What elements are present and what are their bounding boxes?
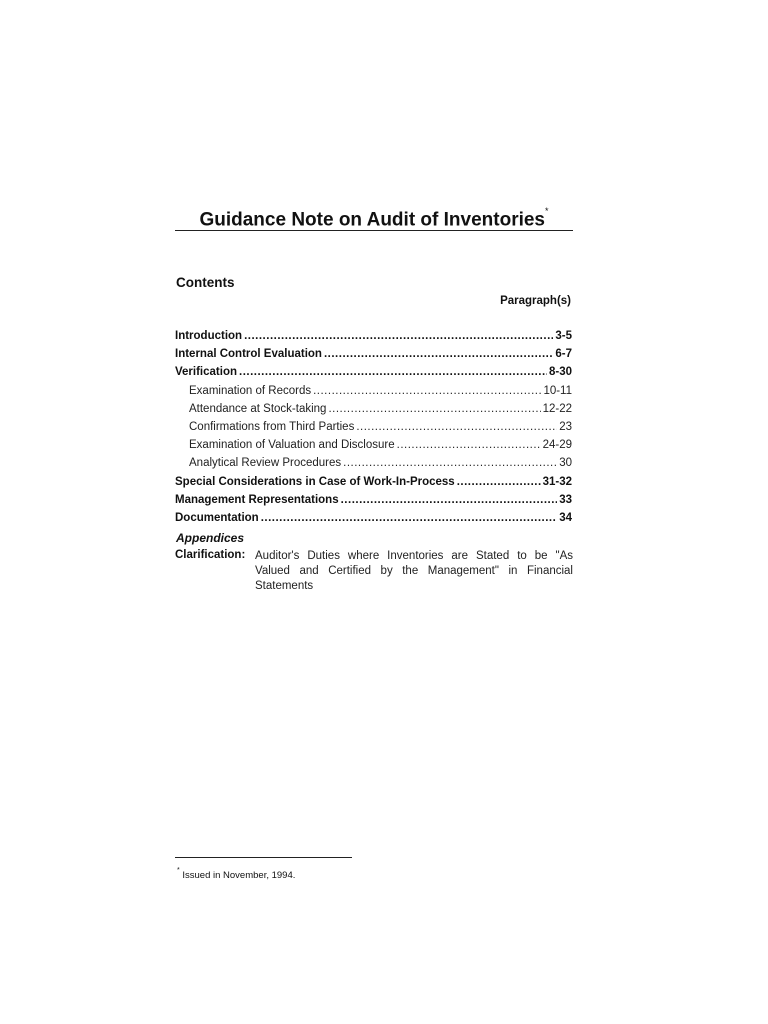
toc-label: Special Considerations in Case of Work-In-Process xyxy=(175,475,455,488)
toc-entry-examination-of-records[interactable] xyxy=(175,385,572,403)
toc-entry-introduction[interactable] xyxy=(175,330,572,348)
toc-entry-analytical-review-procedures[interactable] xyxy=(175,457,572,475)
footnote-text: Issued in November, 1994. xyxy=(182,870,296,882)
title-text: Guidance Note on Audit of Inventories xyxy=(199,209,546,231)
toc-label: Internal Control Evaluation xyxy=(175,348,322,361)
toc-entry-attendance-at-stock-taking[interactable] xyxy=(175,403,572,421)
toc-pages: 3-5 xyxy=(555,330,572,342)
clarification-text: Auditor's Duties where Inventories are Stated to be "As Valued and Certified by the Management" in Financial Statements xyxy=(255,550,573,592)
dot-leader xyxy=(457,476,541,488)
clarification-entry[interactable] xyxy=(175,549,573,594)
toc-pages: 33 xyxy=(559,493,572,506)
document-title xyxy=(175,200,573,231)
toc-entry-documentation[interactable] xyxy=(175,512,572,530)
toc-label: Management Representations xyxy=(175,493,339,506)
title-footnote-marker: * xyxy=(545,206,549,216)
toc-pages: 34 xyxy=(559,511,572,524)
clarification-label: Clarification: xyxy=(175,549,246,561)
toc-entry-management-representations[interactable] xyxy=(175,494,572,512)
appendices-heading: Appendices xyxy=(176,531,245,545)
dot-leader xyxy=(313,385,541,397)
toc-entry-internal-control-evaluation[interactable] xyxy=(175,348,572,366)
toc-label: Introduction xyxy=(175,330,243,342)
toc-label: Examination of Records xyxy=(189,384,312,397)
toc-entry-verification[interactable] xyxy=(175,366,572,384)
toc-pages: 8-30 xyxy=(548,366,572,379)
toc-pages: 23 xyxy=(559,420,572,433)
toc-pages: 12-22 xyxy=(542,402,572,415)
dot-leader xyxy=(328,403,540,415)
toc-pages: 30 xyxy=(559,457,572,470)
dot-leader xyxy=(343,457,557,469)
dot-leader xyxy=(356,421,557,433)
dot-leader xyxy=(324,348,553,360)
dot-leader xyxy=(239,366,547,378)
toc-label: Verification xyxy=(175,366,237,379)
dot-leader xyxy=(341,494,558,506)
dot-leader xyxy=(397,439,541,451)
toc-pages: 31-32 xyxy=(542,475,572,488)
footnote-divider xyxy=(175,857,352,858)
toc-label: Examination of Valuation and Disclosure xyxy=(189,439,395,452)
toc-label: Documentation xyxy=(175,511,259,524)
dot-leader xyxy=(261,512,558,524)
footnote xyxy=(177,869,295,881)
paragraph-column-heading: Paragraph(s) xyxy=(500,295,571,307)
toc-pages: 24-29 xyxy=(542,439,572,452)
toc-pages: 10-11 xyxy=(543,384,572,397)
toc-entry-special-considerations[interactable] xyxy=(175,476,572,494)
toc-entry-examination-of-valuation[interactable] xyxy=(175,439,572,457)
toc-pages: 6-7 xyxy=(555,348,572,361)
toc-label: Analytical Review Procedures xyxy=(189,457,342,470)
footnote-marker: * xyxy=(177,867,180,874)
dot-leader xyxy=(244,330,553,342)
table-of-contents xyxy=(175,330,572,530)
contents-heading: Contents xyxy=(176,275,235,290)
toc-label: Attendance at Stock-taking xyxy=(189,402,327,415)
toc-label: Confirmations from Third Parties xyxy=(189,420,355,433)
toc-entry-confirmations-from-third-parties[interactable] xyxy=(175,421,572,439)
